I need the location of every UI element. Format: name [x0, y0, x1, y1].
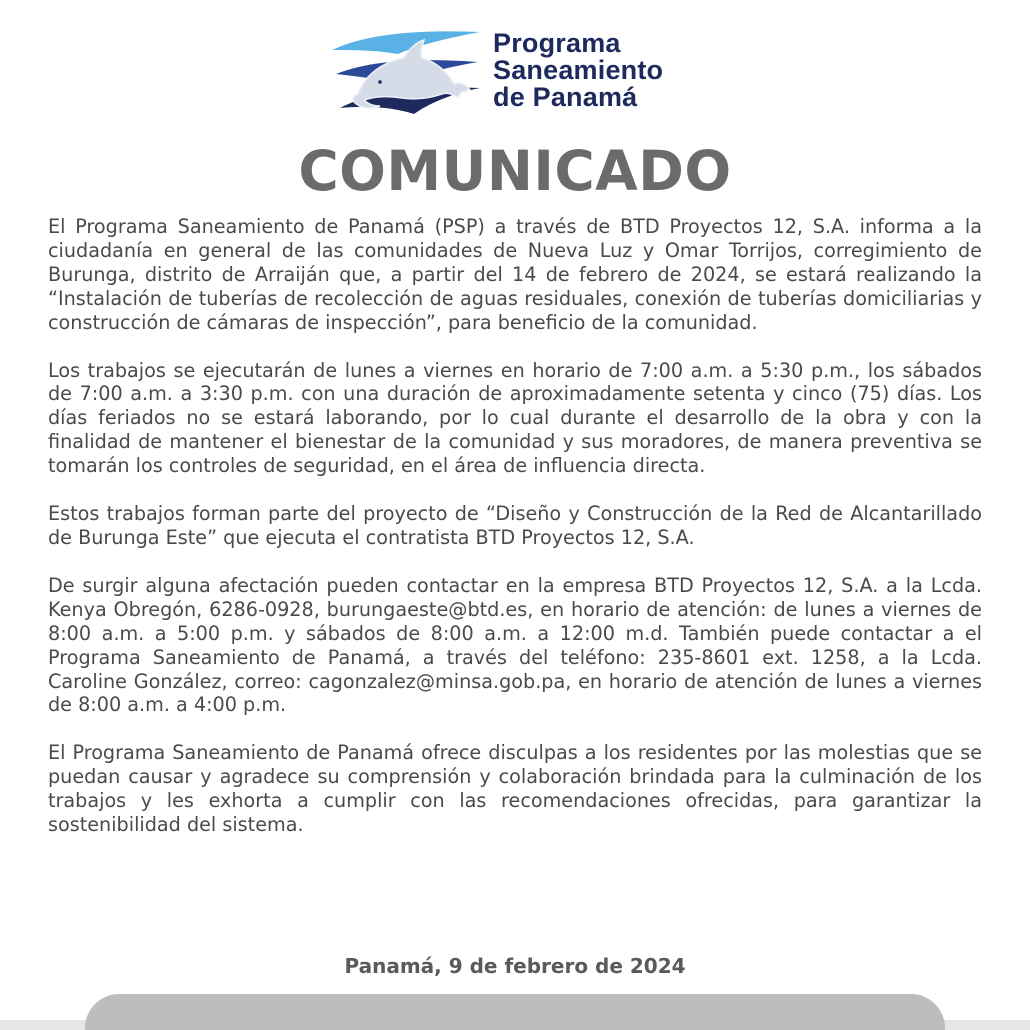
- dolphin-waves-logo-icon: [330, 28, 485, 118]
- footer-tab: [85, 994, 945, 1030]
- paragraph-apology: El Programa Saneamiento de Panamá ofrece disculpas a los residentes por las molestias que se puedan causar y agradece su comprensión y colaboración brindada para la culminación de los trabajos y les exhorta a cumplir con las recomendaciones ofrecidas, para garantizar la sostenibilidad del sistema.: [48, 741, 982, 837]
- paragraph-schedule: Los trabajos se ejecutarán de lunes a viernes en horario de 7:00 a.m. a 5:30 p.m., los sábados de 7:00 a.m. a 3:30 p.m. con una duración de aproximadamente setenta y cinco (75) días. Los días feriados no se estará laborando, por lo cual durante el desarrollo de la obra y con la finalidad de mantener el bienestar de la comunidad y sus moradores, de manera preventiva se tomarán los controles de seguridad, en el área de influencia directa.: [48, 358, 982, 478]
- notice-body: [48, 215, 982, 861]
- logo-wordmark: [493, 30, 663, 111]
- paragraph-intro: El Programa Saneamiento de Panamá (PSP) a través de BTD Proyectos 12, S.A. informa a la ciudadanía en general de las comunidades de Nueva Luz y Omar Torrijos, corregimiento de Burunga, distrito de Arraiján que, a partir del 14 de febrero de 2024, se estará realizando la “Instalación de tuberías de recolección de aguas residuales, conexión de tuberías domiciliarias y construcción de cámaras de inspección”, para beneficio de la comunidad.: [48, 215, 982, 334]
- date-signoff: Panamá, 9 de febrero de 2024: [344, 954, 686, 978]
- paragraph-contact: De surgir alguna afectación pueden contactar en la empresa BTD Proyectos 12, S.A. a la Lcda. Kenya Obregón, 6286-0928, burungaeste@btd.es, en horario de atención: de lunes a viernes de 8:00 a.m. a 5:00 p.m. y sábados de 8:00 a.m. a 12:00 m.d. También puede contactar a el Programa Saneamiento de Panamá, a través del teléfono: 235-8601 ext. 1258, a la Lcda. Caroline González, correo: cagonzalez@minsa.gob.pa, en horario de atención de lunes a viernes de 8:00 a.m. a 4:00 p.m.: [48, 573, 982, 717]
- psp-logo: [330, 28, 710, 118]
- logo-line-1: Programa: [493, 28, 621, 58]
- paragraph-project: Estos trabajos forman parte del proyecto de “Diseño y Construcción de la Red de Alcantarillado de Burunga Este” que ejecuta el contratista BTD Proyectos 12, S.A.: [48, 502, 982, 549]
- page-title: COMUNICADO: [298, 139, 732, 203]
- logo-line-2: Saneamiento: [493, 55, 664, 85]
- logo-line-3: de Panamá: [493, 82, 638, 112]
